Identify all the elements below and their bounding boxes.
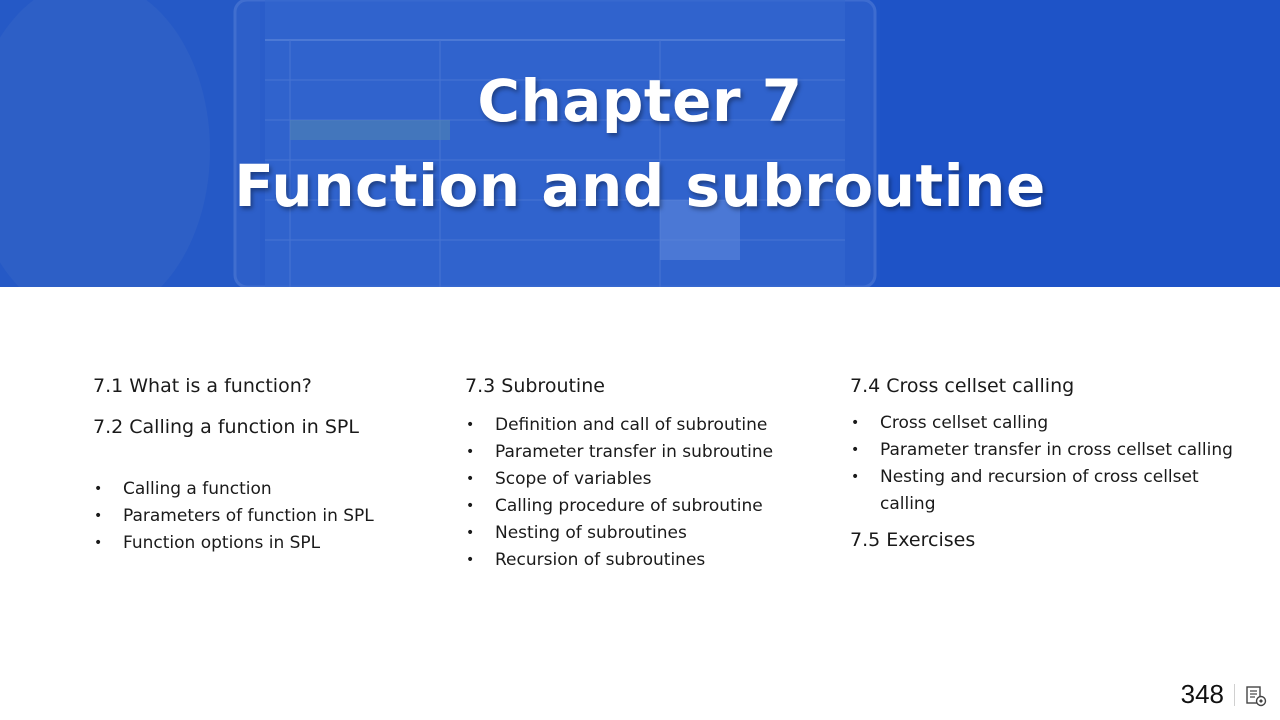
page-number: 348	[1180, 679, 1224, 709]
bullet-item: • Calling a function	[93, 476, 423, 503]
bullet-item: • Nesting of subroutines	[465, 520, 825, 547]
toc-column-1	[93, 372, 423, 557]
bullet-list	[93, 476, 423, 557]
bullet-list	[850, 410, 1250, 518]
bullet-item: • Parameters of function in SPL	[93, 503, 423, 530]
chapter-title-line2: Function and subroutine	[234, 152, 1046, 220]
bullet-item: • Cross cellset calling	[850, 410, 1250, 437]
bullet-item: • Calling procedure of subroutine	[465, 493, 825, 520]
toc-column-3	[850, 372, 1250, 554]
section-heading: 7.1 What is a function?	[93, 375, 312, 397]
section-heading: 7.4 Cross cellset calling	[850, 375, 1075, 397]
bullet-item: • Function options in SPL	[93, 530, 423, 557]
bullet-list	[465, 412, 825, 574]
section-heading: 7.3 Subroutine	[465, 375, 605, 397]
bullet-item: • Recursion of subroutines	[465, 547, 825, 574]
bullet-item: • Nesting and recursion of cross cellset calling	[850, 464, 1250, 518]
chapter-title	[0, 62, 1280, 232]
notes-icon[interactable]	[1245, 685, 1267, 707]
title-banner	[0, 0, 1280, 287]
toc-column-2	[465, 372, 825, 574]
section-heading: 7.2 Calling a function in SPL	[93, 416, 359, 438]
bullet-item: • Parameter transfer in cross cellset calling	[850, 437, 1250, 464]
section-heading: 7.5 Exercises	[850, 529, 976, 551]
bullet-item: • Parameter transfer in subroutine	[465, 439, 825, 466]
bullet-item: • Scope of variables	[465, 466, 825, 493]
bullet-item: • Definition and call of subroutine	[465, 412, 825, 439]
footer-divider	[1234, 684, 1235, 706]
chapter-title-line1: Chapter 7	[477, 67, 803, 135]
